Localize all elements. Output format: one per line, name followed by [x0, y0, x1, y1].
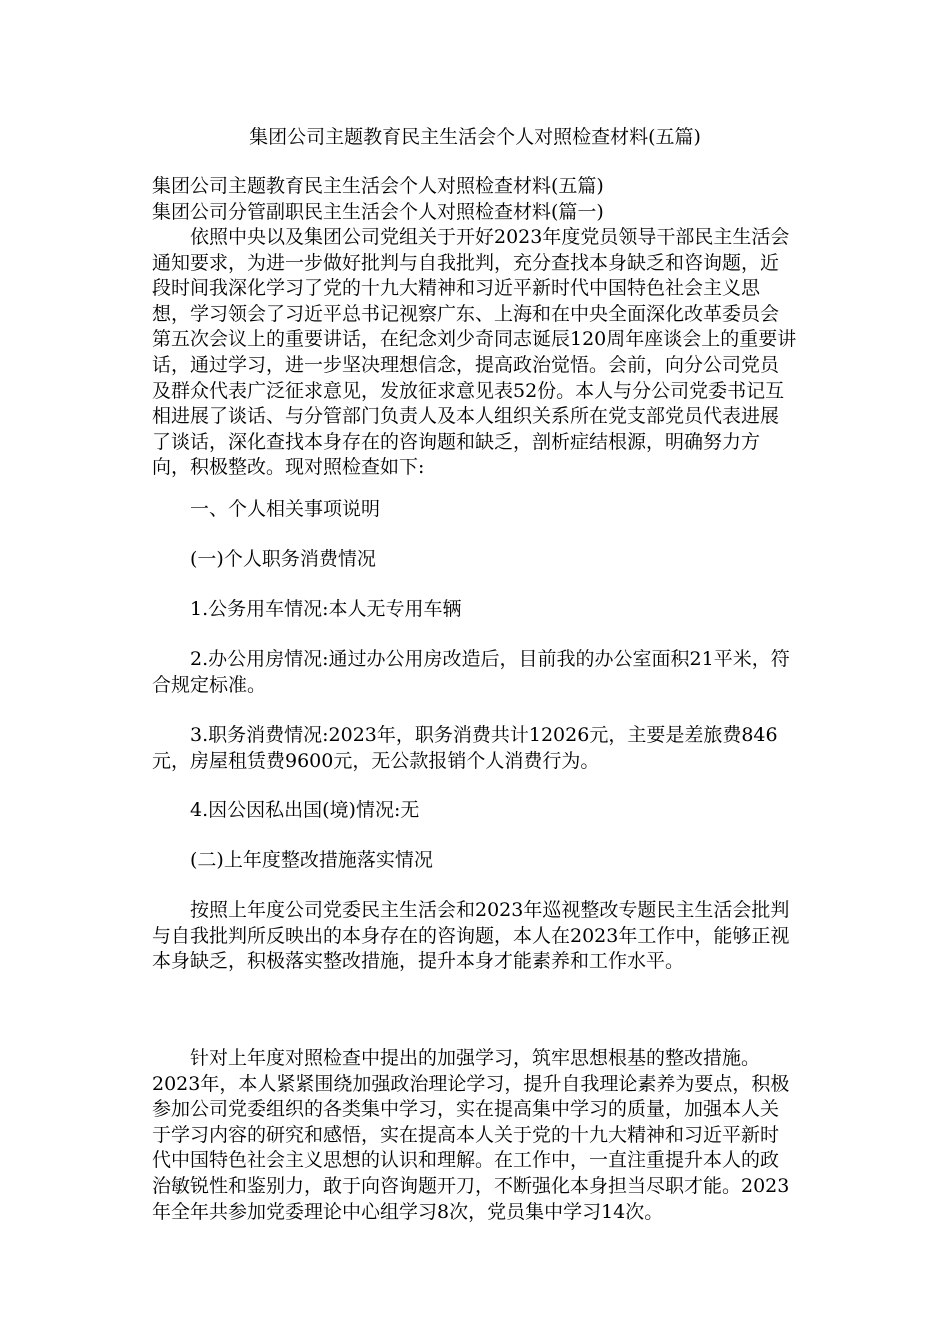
- paragraph-line: 治敏锐性和鉴别力，敢于向咨询题开刀，不断强化本身担当尽职才能。2023: [152, 1174, 790, 1197]
- paragraph-line: 本身缺乏，积极落实整改措施，提升本身才能素养和工作水平。: [152, 950, 685, 973]
- subsection-heading: (一)个人职务消费情况: [190, 548, 376, 570]
- paragraph-line: 依照中央以及集团公司党组关于开好2023年度党员领导干部民主生活会: [190, 226, 790, 248]
- paragraph-line: 话，通过学习，进一步坚决理想信念，提高政治觉悟。会前，向分公司党员: [152, 353, 780, 376]
- paragraph-line: 了谈话，深化查找本身存在的咨询题和缺乏，剖析症结根源，明确努力方: [152, 430, 761, 453]
- paragraph-line: 2.办公用房情况:通过办公用房改造后，目前我的办公室面积21平米，符: [190, 648, 790, 670]
- paragraph-line: 段时间我深化学习了党的十九大精神和习近平新时代中国特色社会主义思: [152, 277, 761, 300]
- body-paragraph: [152, 898, 802, 975]
- subtitle-block: [152, 174, 802, 225]
- intro-paragraph: [152, 225, 802, 481]
- subtitle-line: 集团公司分管副职民主生活会个人对照检查材料(篇一): [152, 200, 604, 223]
- paragraph-line: 想，学习领会了习近平总书记视察广东、上海和在中央全面深化改革委员会: [152, 302, 780, 325]
- paragraph-line: 元，房屋租赁费9600元，无公款报销个人消费行为。: [152, 749, 600, 772]
- paragraph-line: 及群众代表广泛征求意见，发放征求意见表52份。本人与分公司党委书记互: [152, 379, 785, 402]
- paragraph-line: 按照上年度公司党委民主生活会和2023年巡视整改专题民主生活会批判: [190, 899, 790, 921]
- paragraph-line: 相进展了谈话、与分管部门负责人及本人组织关系所在党支部党员代表进展: [152, 405, 780, 428]
- paragraph-line: 与自我批判所反映出的本身存在的咨询题，本人在2023年工作中，能够正视: [152, 924, 790, 947]
- list-item: [152, 647, 802, 698]
- paragraph-line: 年全年共参加党委理论中心组学习8次，党员集中学习14次。: [152, 1200, 664, 1223]
- section-heading: 一、个人相关事项说明: [190, 498, 381, 520]
- paragraph-line: 3.职务消费情况:2023年，职务消费共计12026元，主要是差旅费846: [190, 724, 778, 746]
- paragraph-line: 2023年，本人紧紧围绕加强政治理论学习，提升自我理论素养为要点，积极: [152, 1072, 790, 1095]
- paragraph-line: 代中国特色社会主义思想的认识和理解。在工作中，一直注重提升本人的政: [152, 1149, 780, 1172]
- body-paragraph: [152, 1046, 802, 1225]
- list-item: 1.公务用车情况:本人无专用车辆: [190, 598, 462, 620]
- subsection-heading: (二)上年度整改措施落实情况: [190, 849, 433, 871]
- paragraph-line: 通知要求，为进一步做好批判与自我批判，充分查找本身缺乏和咨询题，近: [152, 251, 780, 274]
- paragraph-line: 于学习内容的研究和感悟，实在提高本人关于党的十九大精神和习近平新时: [152, 1123, 780, 1146]
- list-item: 4.因公因私出国(境)情况:无: [190, 799, 420, 821]
- paragraph-line: 第五次会议上的重要讲话，在纪念刘少奇同志诞辰120周年座谈会上的重要讲: [152, 328, 797, 351]
- subtitle-line: 集团公司主题教育民主生活会个人对照检查材料(五篇): [152, 175, 604, 197]
- paragraph-line: 向，积极整改。现对照检查如下:: [152, 456, 425, 479]
- document-title: 集团公司主题教育民主生活会个人对照检查材料(五篇): [249, 126, 701, 148]
- paragraph-line: 合规定标准。: [152, 673, 267, 696]
- list-item: [152, 723, 802, 774]
- paragraph-line: 针对上年度对照检查中提出的加强学习，筑牢思想根基的整改措施。: [190, 1047, 761, 1069]
- paragraph-line: 参加公司党委组织的各类集中学习，实在提高集中学习的质量，加强本人关: [152, 1098, 780, 1121]
